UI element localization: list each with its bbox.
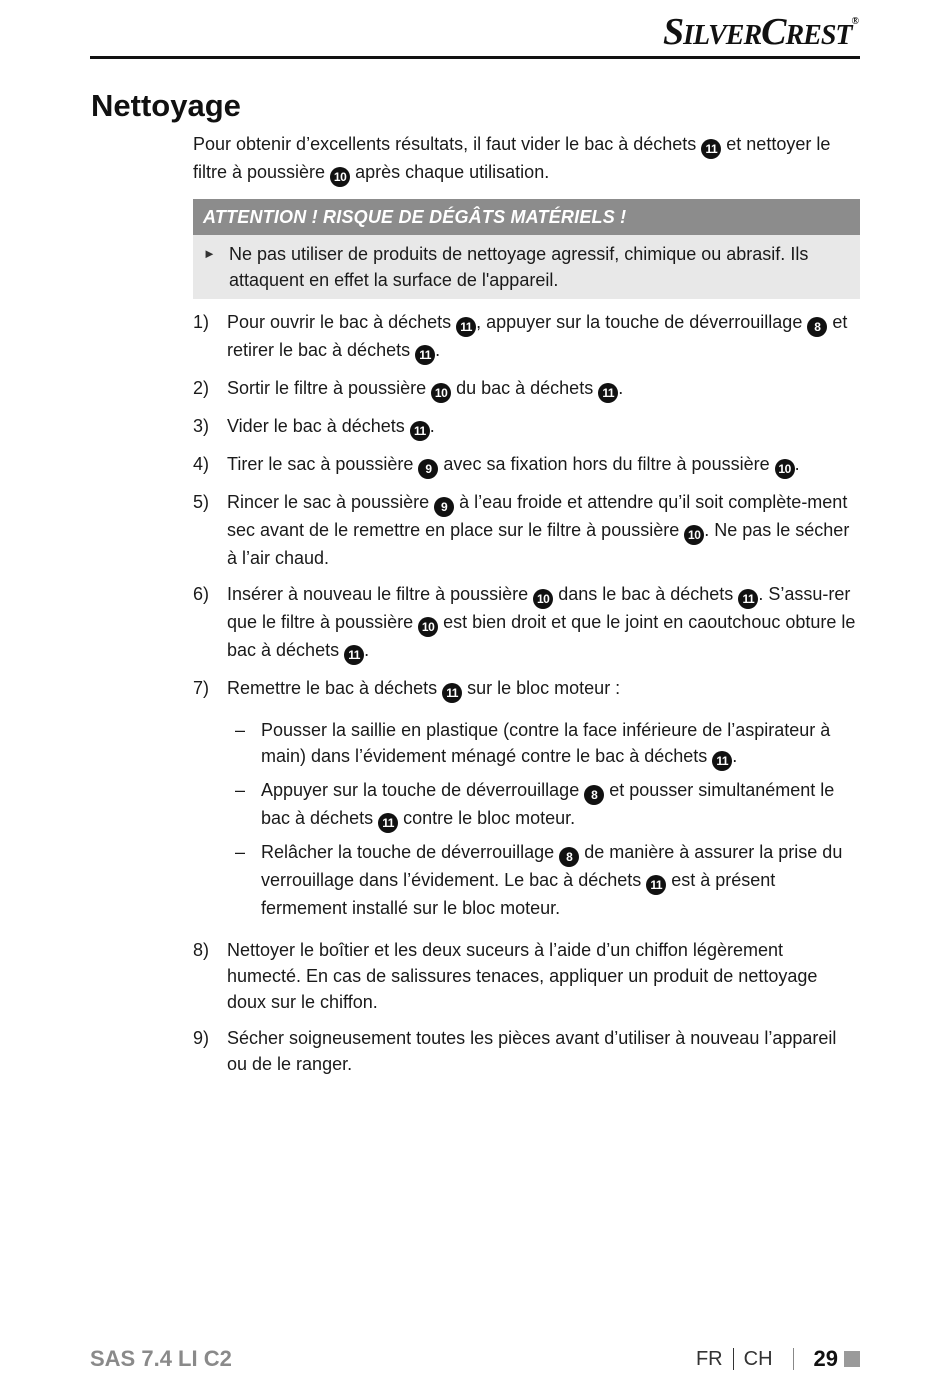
step-text: Tirer le sac à poussière 9 avec sa fixation hors du filtre à poussière 10 . — [227, 451, 860, 479]
ref-number-badge: 11 — [344, 645, 364, 665]
ref-number-badge: 9 — [418, 459, 438, 479]
ref-number-badge: 9 — [434, 497, 454, 517]
dash-bullet: – — [235, 842, 246, 862]
step-text: Sortir le filtre à poussière 10 du bac à déchets 11 . — [227, 375, 860, 403]
step-number: 1) — [193, 312, 210, 332]
ref-number-badge: 10 — [775, 459, 795, 479]
step-text: Remettre le bac à déchets 11 sur le bloc moteur : – Pousser la saillie en plastique (contre la face inférieure de l’aspirateur à main) dans l’évidement ménagé contre le bac à déchets 11 . – Appuyer sur la touche de déverrouillage 8 et pousser simultanément le bac à déchets 11 contre le bloc moteur. – Relâcher la touche de déverrouillage 8 de manière à assurer la prise du verrouillage dans l’évidement. Le bac à déchets 11 est à présent fermement installé sur le bloc moteur. — [227, 675, 860, 927]
ref-number-badge: 10 — [330, 167, 350, 187]
step-item — [193, 489, 860, 571]
step-number: 2) — [193, 378, 210, 398]
substep-item: – Relâcher la touche de déverrouillage 8 de manière à assurer la prise du verrouillage dans l’évidement. Le bac à déchets 11 est à présent fermement installé sur le bloc moteur. — [227, 839, 860, 921]
brand-logo: SILVERCREST® — [662, 11, 858, 53]
warning-box — [193, 199, 860, 299]
ref-number-badge: 11 — [701, 139, 721, 159]
intro-paragraph: Pour obtenir d’excellents résultats, il faut vider le bac à déchets 11 et nettoyer le filtre à poussière 10 après chaque utilisation. — [193, 131, 860, 187]
ref-number-badge: 11 — [456, 317, 476, 337]
step-text: Nettoyer le boîtier et les deux suceurs à l’aide d’un chiffon légèrement humecté. En cas de salissures tenaces, appliquer un produit de nettoyage doux sur le chiffon. — [227, 940, 818, 1012]
substep-item: – Appuyer sur la touche de déverrouillage 8 et pousser simultanément le bac à déchets 11 contre le bloc moteur. — [227, 777, 860, 833]
step-text: Insérer à nouveau le filtre à poussière 10 dans le bac à déchets 11 . S’assu-rer que le filtre à poussière 10 est bien droit et que le joint en caoutchouc obture le bac à déchets 11 . — [227, 581, 860, 665]
step-item — [193, 451, 860, 479]
footer-page-info — [696, 1346, 860, 1372]
header-rule — [90, 56, 860, 59]
substep-item: – Pousser la saillie en plastique (contre la face inférieure de l’aspirateur à main) dans l’évidement ménagé contre le bac à déchets 11 . — [227, 717, 860, 771]
footer-divider — [793, 1348, 794, 1370]
page-number: 29 — [813, 1346, 838, 1371]
ref-number-badge: 11 — [415, 345, 435, 365]
ref-number-badge: 8 — [584, 785, 604, 805]
ref-number-badge: 8 — [807, 317, 827, 337]
footer-lang-ch: CH — [743, 1347, 773, 1370]
step-number: 9) — [193, 1028, 210, 1048]
step-text: Sécher soigneusement toutes les pièces avant d’utiliser à nouveau l’appareil ou de le ranger. — [227, 1028, 837, 1074]
ref-number-badge: 11 — [646, 875, 666, 895]
step-item — [193, 1025, 860, 1077]
steps-list — [193, 309, 860, 1077]
step-number: 5) — [193, 492, 210, 512]
footer-model: SAS 7.4 LI C2 — [90, 1346, 232, 1371]
dash-bullet: – — [235, 780, 246, 800]
step-item — [193, 937, 860, 1015]
main-content — [193, 131, 860, 1087]
warning-heading: ATTENTION ! RISQUE DE DÉGÂTS MATÉRIELS ! — [193, 199, 860, 235]
ref-number-badge: 11 — [378, 813, 398, 833]
step-item — [193, 375, 860, 403]
step-text: Vider le bac à déchets 11 . — [227, 413, 860, 441]
ref-number-badge: 10 — [684, 525, 704, 545]
warning-text: Ne pas utiliser de produits de nettoyage agressif, chimique ou abrasif. Ils attaquent en effet la surface de l'appareil. — [229, 244, 809, 290]
substeps-list — [227, 717, 860, 921]
step-text: Rincer le sac à poussière 9 à l’eau froide et attendre qu’il soit complète-ment sec avant de le remettre en place sur le filtre à poussière 10 . Ne pas le sécher à l’air chaud. — [227, 492, 850, 568]
step-number: 3) — [193, 416, 210, 436]
ref-number-badge: 11 — [712, 751, 732, 771]
ref-number-badge: 8 — [559, 847, 579, 867]
step-text: Pour ouvrir le bac à déchets 11 , appuyer sur la touche de déverrouillage 8 et retirer le bac à déchets 11 . — [227, 309, 860, 365]
ref-number-badge: 10 — [533, 589, 553, 609]
step-number: 6) — [193, 584, 210, 604]
ref-number-badge: 10 — [418, 617, 438, 637]
page-title: Nettoyage — [91, 88, 241, 123]
step-item — [193, 413, 860, 441]
step-number: 7) — [193, 678, 210, 698]
step-number: 8) — [193, 940, 210, 960]
step-item — [193, 309, 860, 365]
ref-number-badge: 11 — [410, 421, 430, 441]
ref-number-badge: 11 — [598, 383, 618, 403]
step-item — [193, 675, 860, 927]
ref-number-badge: 11 — [442, 683, 462, 703]
step-item — [193, 581, 860, 665]
ref-number-badge: 10 — [431, 383, 451, 403]
footer-separator — [733, 1348, 734, 1370]
footer-lang-fr: FR — [695, 1347, 723, 1370]
step-number: 4) — [193, 454, 210, 474]
page-marker-square-icon — [844, 1351, 860, 1367]
warning-body — [193, 235, 860, 299]
ref-number-badge: 11 — [738, 589, 758, 609]
arrow-bullet-icon: ► — [203, 246, 216, 261]
dash-bullet: – — [235, 720, 246, 740]
